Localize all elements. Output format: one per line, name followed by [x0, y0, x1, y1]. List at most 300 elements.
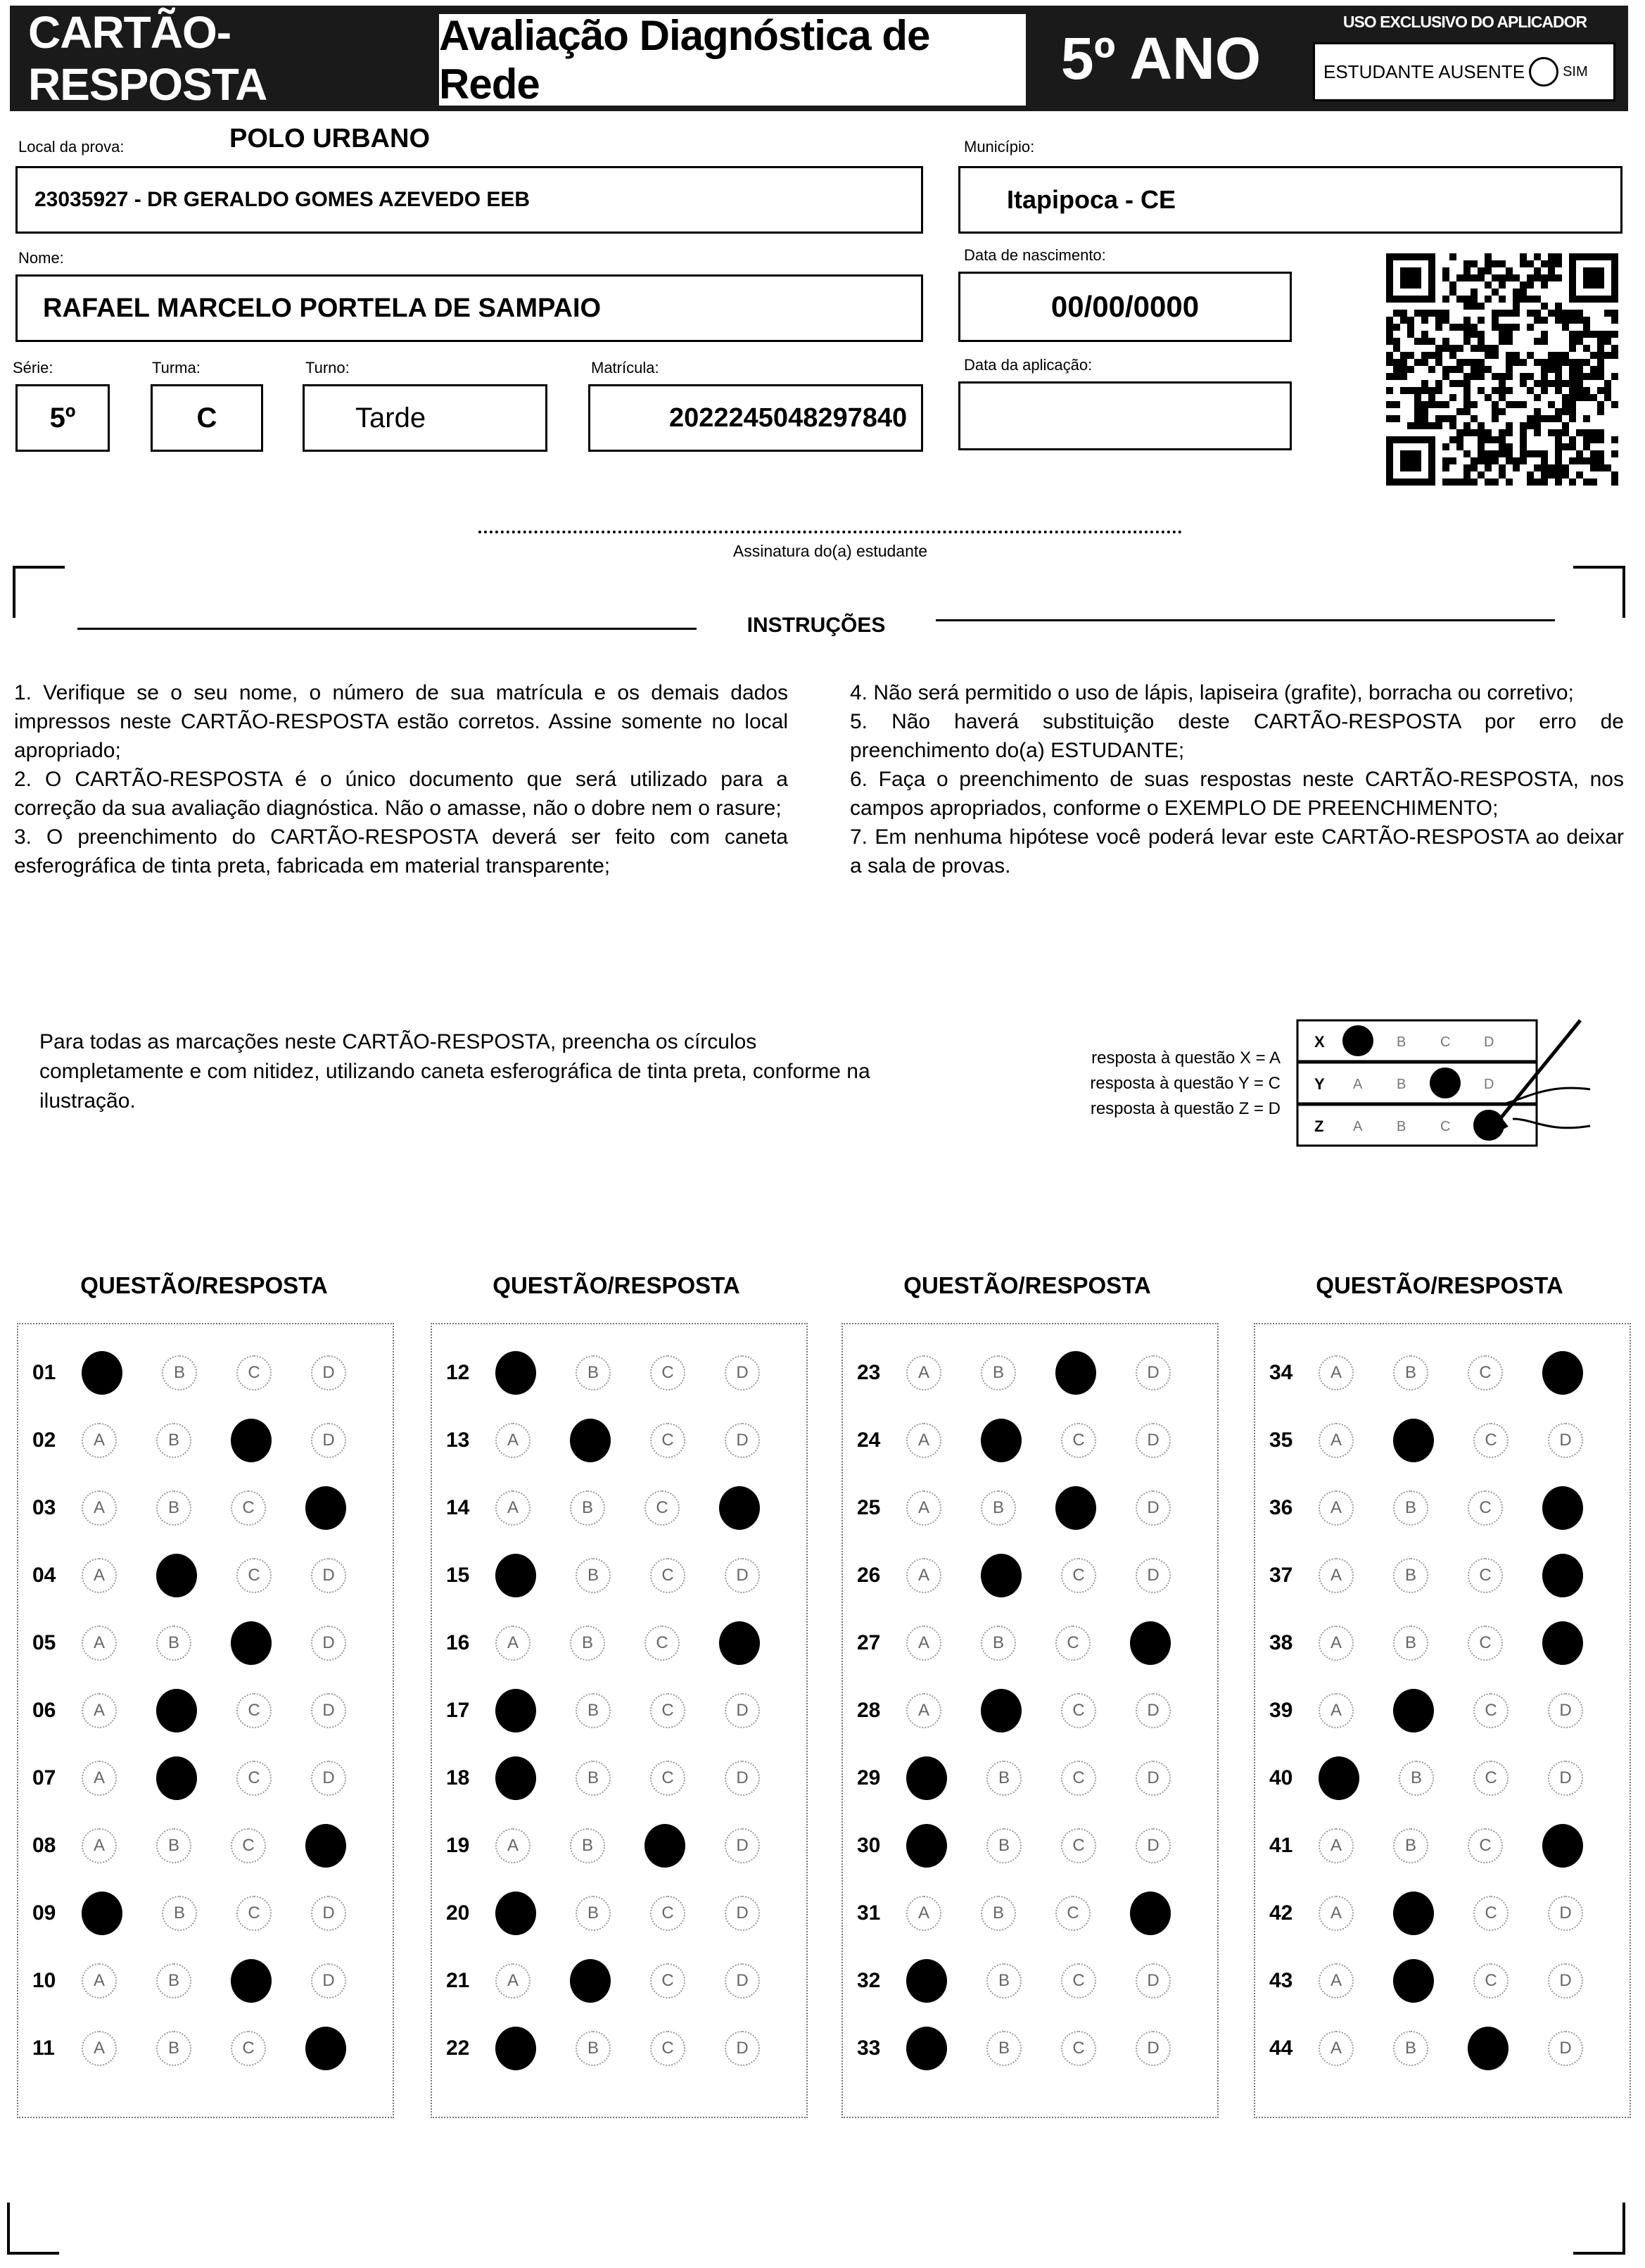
filled-bubble[interactable]	[644, 1824, 685, 1868]
answer-row	[1269, 1486, 1622, 1530]
example-labels	[1027, 1046, 1281, 1122]
option-bubble[interactable]: A	[1319, 1490, 1354, 1526]
answer-row	[1269, 1621, 1622, 1665]
filled-bubble[interactable]	[1055, 1351, 1096, 1395]
option-bubble[interactable]: C	[1061, 1693, 1096, 1728]
nascimento-field: 00/00/0000	[958, 272, 1292, 342]
option-bubble[interactable]: C	[231, 2031, 266, 2066]
signature-label: Assinatura do(a) estudante	[732, 542, 928, 560]
option-bubble[interactable]: C	[1468, 1828, 1503, 1863]
question-number: 20	[446, 1901, 470, 1925]
absent-option: SIM	[1563, 63, 1588, 80]
instructions-title: INSTRUÇÕES	[747, 614, 886, 637]
example-option-label: B	[1397, 1077, 1406, 1092]
nascimento-label: Data de nascimento:	[964, 246, 1106, 264]
answers-heading: QUESTÃO/RESPOSTA	[903, 1272, 1151, 1298]
option-bubble[interactable]: A	[82, 1626, 117, 1661]
filled-bubble[interactable]	[570, 1419, 611, 1462]
turma-label: Turma:	[152, 359, 201, 376]
turno-field: Tarde	[303, 384, 547, 452]
option-bubble[interactable]: C	[650, 2031, 685, 2066]
option-bubble[interactable]: A	[1319, 2031, 1354, 2066]
option-bubble[interactable]: A	[1319, 1558, 1354, 1593]
option-bubble[interactable]: D	[1548, 1423, 1583, 1458]
question-number: 44	[1269, 2036, 1293, 2060]
filled-bubble[interactable]	[1130, 1621, 1171, 1665]
answer-row	[857, 1689, 1210, 1732]
option-bubble[interactable]: C	[1055, 1896, 1091, 1931]
municipio-field: Itapipoca - CE	[958, 166, 1622, 234]
option-bubble[interactable]: C	[650, 1896, 685, 1931]
option-bubble[interactable]: B	[576, 1693, 611, 1728]
filled-bubble[interactable]	[1542, 1554, 1583, 1597]
card-title: CARTÃO-RESPOSTA	[28, 7, 267, 110]
option-bubble[interactable]: D	[725, 2031, 760, 2066]
filled-bubble[interactable]	[1130, 1892, 1171, 1935]
option-bubble[interactable]: A	[495, 1828, 531, 1863]
filled-bubble[interactable]	[981, 1689, 1022, 1732]
option-bubble[interactable]: C	[644, 1626, 680, 1661]
question-number: 36	[1269, 1496, 1293, 1519]
answer-row	[1269, 1419, 1622, 1462]
exam-title: Avaliação Diagnóstica de Rede	[439, 14, 1026, 106]
filled-bubble[interactable]	[82, 1351, 122, 1395]
answer-row	[1269, 1892, 1622, 1935]
question-number: 16	[446, 1631, 470, 1654]
example-option-label: A	[1353, 1119, 1363, 1134]
example-question-label: X	[1314, 1033, 1325, 1051]
option-bubble[interactable]: B	[156, 1423, 191, 1458]
filled-bubble[interactable]	[231, 1419, 272, 1462]
answer-row	[446, 1824, 799, 1868]
option-bubble[interactable]: B	[986, 1963, 1022, 1998]
option-bubble[interactable]: C	[236, 1761, 272, 1796]
option-bubble[interactable]: A	[82, 2031, 117, 2066]
example-option-label: D	[1484, 1077, 1494, 1092]
option-bubble[interactable]: D	[1136, 1558, 1171, 1593]
option-bubble[interactable]: C	[650, 1558, 685, 1593]
option-bubble[interactable]: A	[495, 1490, 531, 1526]
filled-bubble[interactable]	[906, 1959, 947, 2003]
answer-row	[1269, 1959, 1622, 2003]
answer-row	[1269, 1351, 1622, 1395]
option-bubble[interactable]: A	[1319, 1626, 1354, 1661]
turno-label: Turno:	[305, 359, 350, 376]
option-bubble[interactable]: B	[156, 1963, 191, 1998]
example-filled-bubble	[1342, 1025, 1373, 1056]
option-bubble[interactable]: A	[495, 1626, 531, 1661]
question-number: 24	[857, 1428, 881, 1452]
option-bubble[interactable]: A	[906, 1355, 941, 1390]
option-bubble[interactable]: C	[1061, 1761, 1096, 1796]
instructions-right	[850, 678, 1624, 880]
option-bubble[interactable]: D	[725, 1423, 760, 1458]
answer-row	[857, 1621, 1210, 1665]
question-number: 31	[857, 1901, 881, 1925]
option-bubble[interactable]: A	[82, 1490, 117, 1526]
example-option-label: B	[1397, 1034, 1406, 1050]
option-bubble[interactable]: C	[1468, 1490, 1503, 1526]
instruction-item: 7. Em nenhuma hipótese você poderá levar este CARTÃO-RESPOSTA ao deixar a sala de provas.	[850, 825, 1624, 878]
option-bubble[interactable]: A	[906, 1626, 941, 1661]
option-bubble[interactable]: C	[236, 1693, 272, 1728]
answer-row	[857, 1486, 1210, 1530]
option-bubble[interactable]: C	[1061, 1963, 1096, 1998]
answer-row	[1269, 2027, 1622, 2070]
frame-corner-tr	[1573, 566, 1625, 618]
absent-bubble[interactable]	[1529, 57, 1558, 87]
question-number: 05	[32, 1631, 56, 1654]
option-bubble[interactable]: A	[906, 1693, 941, 1728]
example-option-label: C	[1440, 1119, 1451, 1134]
option-bubble[interactable]: B	[576, 1558, 611, 1593]
filled-bubble[interactable]	[1055, 1486, 1096, 1530]
example-option-label: C	[1440, 1034, 1451, 1050]
option-bubble[interactable]: C	[236, 1896, 272, 1931]
option-bubble[interactable]: D	[725, 1896, 760, 1931]
fill-instruction: Para todas as marcações neste CARTÃO-RESPOSTA, preencha os círculos completamente e com nitidez, utilizando caneta esferográfica de tinta preta, conforme na ilustração.	[39, 1030, 870, 1113]
question-number: 19	[446, 1834, 470, 1857]
option-bubble[interactable]: A	[1319, 1828, 1354, 1863]
filled-bubble[interactable]	[82, 1892, 122, 1935]
option-bubble[interactable]: B	[1393, 1490, 1428, 1526]
option-bubble[interactable]: B	[986, 2031, 1022, 2066]
filled-bubble[interactable]	[906, 2027, 947, 2070]
option-bubble[interactable]: A	[495, 1423, 531, 1458]
question-number: 12	[446, 1361, 470, 1384]
option-bubble[interactable]: C	[1468, 1626, 1503, 1661]
option-bubble[interactable]: D	[311, 1896, 346, 1931]
option-bubble[interactable]: D	[725, 1355, 760, 1390]
option-bubble[interactable]: D	[1136, 1355, 1171, 1390]
question-number: 21	[446, 1969, 470, 1992]
option-bubble[interactable]: B	[576, 1761, 611, 1796]
answer-row	[32, 1554, 386, 1597]
option-bubble[interactable]: A	[906, 1896, 941, 1931]
option-bubble[interactable]: A	[906, 1490, 941, 1526]
option-bubble[interactable]: B	[1393, 2031, 1428, 2066]
option-bubble[interactable]: D	[311, 1963, 346, 1998]
option-bubble[interactable]: B	[981, 1896, 1016, 1931]
filled-bubble[interactable]	[1393, 1892, 1434, 1935]
filled-bubble[interactable]	[1542, 1824, 1583, 1868]
option-bubble[interactable]: A	[1319, 1896, 1354, 1931]
option-bubble[interactable]: A	[82, 1963, 117, 1998]
question-number: 01	[32, 1361, 56, 1384]
example-question-label: Z	[1314, 1117, 1324, 1135]
question-number: 43	[1269, 1969, 1293, 1992]
option-bubble[interactable]: D	[311, 1626, 346, 1661]
option-bubble[interactable]: C	[236, 1355, 272, 1390]
question-number: 10	[32, 1969, 56, 1992]
answer-row	[446, 1486, 799, 1530]
filled-bubble[interactable]	[231, 1959, 272, 2003]
filled-bubble[interactable]	[305, 1486, 346, 1530]
option-bubble[interactable]: C	[650, 1761, 685, 1796]
answer-row	[857, 1824, 1210, 1868]
answer-row	[32, 1824, 386, 1868]
answer-row	[857, 1351, 1210, 1395]
option-bubble[interactable]: A	[1319, 1423, 1354, 1458]
filled-bubble[interactable]	[719, 1621, 760, 1665]
question-number: 07	[32, 1766, 56, 1789]
option-bubble[interactable]: B	[576, 2031, 611, 2066]
option-bubble[interactable]: B	[1393, 1626, 1428, 1661]
answers-heading: QUESTÃO/RESPOSTA	[80, 1272, 328, 1298]
option-bubble[interactable]: C	[231, 1828, 266, 1863]
option-bubble[interactable]: D	[1548, 1963, 1583, 1998]
option-bubble[interactable]: D	[1136, 1490, 1171, 1526]
option-bubble[interactable]: C	[650, 1693, 685, 1728]
example-label: resposta à questão X = A	[1091, 1049, 1281, 1068]
option-bubble[interactable]: A	[82, 1693, 117, 1728]
filled-bubble[interactable]	[1319, 1756, 1359, 1800]
question-number: 03	[32, 1496, 56, 1519]
filled-bubble[interactable]	[1542, 1351, 1583, 1395]
option-bubble[interactable]: A	[495, 1963, 531, 1998]
option-bubble[interactable]: C	[1468, 1355, 1503, 1390]
aplicacao-field	[958, 381, 1292, 450]
filled-bubble[interactable]	[906, 1824, 947, 1868]
example-option-label: D	[1484, 1034, 1494, 1050]
option-bubble[interactable]: C	[1061, 2031, 1096, 2066]
instruction-item: 6. Faça o preenchimento de suas respostas neste CARTÃO-RESPOSTA, nos campos apropriados, conforme o EXEMPLO DE PREENCHIMENTO;	[850, 768, 1624, 820]
aplicacao-label: Data da aplicação:	[964, 356, 1093, 374]
answers-heading: QUESTÃO/RESPOSTA	[1316, 1272, 1563, 1298]
answer-row	[857, 1419, 1210, 1462]
option-bubble[interactable]: C	[1473, 1963, 1509, 1998]
question-number: 04	[32, 1564, 56, 1587]
option-bubble[interactable]: C	[1055, 1626, 1091, 1661]
question-number: 27	[857, 1631, 881, 1654]
answer-row	[32, 1959, 386, 2003]
filled-bubble[interactable]	[1393, 1419, 1434, 1462]
option-bubble[interactable]: A	[1319, 1693, 1354, 1728]
answer-row	[446, 1756, 799, 1800]
option-bubble[interactable]: A	[1319, 1355, 1354, 1390]
filled-bubble[interactable]	[495, 1351, 536, 1395]
example-label: resposta à questão Z = D	[1090, 1099, 1281, 1118]
option-bubble[interactable]: C	[1061, 1423, 1096, 1458]
filled-bubble[interactable]	[156, 1554, 197, 1597]
option-bubble[interactable]: D	[311, 1558, 346, 1593]
option-bubble[interactable]: C	[1473, 1693, 1509, 1728]
option-bubble[interactable]: D	[725, 1963, 760, 1998]
option-bubble[interactable]: A	[82, 1423, 117, 1458]
example-filled-bubble	[1430, 1068, 1461, 1098]
option-bubble[interactable]: C	[1473, 1761, 1509, 1796]
question-number: 42	[1269, 1901, 1293, 1925]
option-bubble[interactable]: D	[725, 1693, 760, 1728]
pen-illustration-icon	[1493, 1020, 1590, 1133]
option-bubble[interactable]: D	[1548, 1693, 1583, 1728]
option-bubble[interactable]: A	[82, 1828, 117, 1863]
filled-bubble[interactable]	[981, 1419, 1022, 1462]
option-bubble[interactable]: B	[986, 1761, 1022, 1796]
option-bubble[interactable]: B	[162, 1896, 197, 1931]
option-bubble[interactable]: C	[231, 1490, 266, 1526]
option-bubble[interactable]: D	[725, 1558, 760, 1593]
question-number: 29	[857, 1766, 881, 1789]
filled-bubble[interactable]	[495, 1689, 536, 1732]
question-number: 37	[1269, 1564, 1293, 1587]
filled-bubble[interactable]	[305, 2027, 346, 2070]
question-number: 32	[857, 1969, 881, 1992]
option-bubble[interactable]: B	[981, 1355, 1016, 1390]
option-bubble[interactable]: B	[570, 1490, 605, 1526]
option-bubble[interactable]: D	[1136, 1963, 1171, 1998]
question-number: 06	[32, 1699, 56, 1722]
instruction-item: 4. Não será permitido o uso de lápis, lapiseira (grafite), borracha ou corretivo;	[850, 681, 1574, 704]
filled-bubble[interactable]	[495, 2027, 536, 2070]
option-bubble[interactable]: A	[82, 1761, 117, 1796]
answer-row	[857, 2027, 1210, 2070]
example-question-label: Y	[1314, 1075, 1325, 1093]
option-bubble[interactable]: C	[650, 1963, 685, 1998]
option-bubble[interactable]: B	[156, 1490, 191, 1526]
filled-bubble[interactable]	[305, 1824, 346, 1868]
option-bubble[interactable]: B	[1393, 1558, 1428, 1593]
answer-row	[32, 1486, 386, 1530]
filled-bubble[interactable]	[1542, 1621, 1583, 1665]
answer-row	[32, 1892, 386, 1935]
option-bubble[interactable]: B	[156, 1828, 191, 1863]
option-bubble[interactable]: B	[156, 1626, 191, 1661]
filled-bubble[interactable]	[1542, 1486, 1583, 1530]
option-bubble[interactable]: D	[725, 1761, 760, 1796]
option-bubble[interactable]: A	[906, 1423, 941, 1458]
option-bubble[interactable]: B	[1393, 1828, 1428, 1863]
answer-row	[1269, 1756, 1622, 1800]
answer-row	[1269, 1824, 1622, 1868]
option-bubble[interactable]: C	[650, 1355, 685, 1390]
filled-bubble[interactable]	[1393, 1689, 1434, 1732]
instruction-item: 2. O CARTÃO-RESPOSTA é o único documento que será utilizado para a correção da sua avaliação diagnóstica. Não o amasse, não o dobre nem o rasure;	[14, 768, 788, 820]
option-bubble[interactable]: D	[1136, 1693, 1171, 1728]
frame-corner-bl	[7, 2203, 59, 2255]
question-number: 40	[1269, 1766, 1293, 1789]
option-bubble[interactable]: D	[311, 1423, 346, 1458]
question-number: 09	[32, 1901, 56, 1925]
option-bubble[interactable]: D	[1136, 1828, 1171, 1863]
answer-row	[857, 1892, 1210, 1935]
option-bubble[interactable]: D	[1548, 2031, 1583, 2066]
answer-row	[857, 1554, 1210, 1597]
serie-field: 5º	[15, 384, 110, 452]
option-bubble[interactable]: B	[576, 1355, 611, 1390]
serie-label: Série:	[13, 359, 53, 376]
filled-bubble[interactable]	[231, 1621, 272, 1665]
school-field: 23035927 - DR GERALDO GOMES AZEVEDO EEB	[15, 166, 923, 234]
option-bubble[interactable]: D	[1548, 1761, 1583, 1796]
option-bubble[interactable]: D	[311, 1693, 346, 1728]
option-bubble[interactable]: C	[1473, 1896, 1509, 1931]
filled-bubble[interactable]	[981, 1554, 1022, 1597]
filled-bubble[interactable]	[1468, 2027, 1509, 2070]
option-bubble[interactable]: C	[1061, 1828, 1096, 1863]
answer-row	[1269, 1554, 1622, 1597]
signature-line[interactable]	[478, 531, 1182, 533]
example-label: resposta à questão Y = C	[1090, 1074, 1281, 1093]
question-number: 17	[446, 1699, 470, 1722]
option-bubble[interactable]: B	[576, 1896, 611, 1931]
filled-bubble[interactable]	[156, 1756, 197, 1800]
option-bubble[interactable]: D	[1136, 1761, 1171, 1796]
question-number: 11	[32, 2036, 55, 2060]
filled-bubble[interactable]	[906, 1756, 947, 1800]
option-bubble[interactable]: C	[1468, 1558, 1503, 1593]
answer-row	[32, 1621, 386, 1665]
example-row	[1297, 1063, 1537, 1103]
question-number: 18	[446, 1766, 470, 1789]
filled-bubble[interactable]	[156, 1689, 197, 1732]
option-bubble[interactable]: C	[650, 1423, 685, 1458]
filled-bubble[interactable]	[495, 1554, 536, 1597]
answer-row	[32, 1351, 386, 1395]
question-number: 30	[857, 1834, 881, 1857]
question-number: 02	[32, 1428, 56, 1452]
option-bubble[interactable]: C	[1061, 1558, 1096, 1593]
filled-bubble[interactable]	[495, 1756, 536, 1800]
answer-row	[446, 1892, 799, 1935]
option-bubble[interactable]: D	[1136, 2031, 1171, 2066]
option-bubble[interactable]: B	[986, 1828, 1022, 1863]
option-bubble[interactable]: B	[1399, 1761, 1434, 1796]
local-label: Local da prova:	[18, 138, 125, 156]
option-bubble[interactable]: B	[570, 1626, 605, 1661]
question-number: 25	[857, 1496, 881, 1519]
option-bubble[interactable]: B	[1393, 1355, 1428, 1390]
local-value: POLO URBANO	[229, 124, 430, 153]
answers-heading: QUESTÃO/RESPOSTA	[493, 1272, 740, 1298]
option-bubble[interactable]: D	[1548, 1896, 1583, 1931]
option-bubble[interactable]: B	[156, 2031, 191, 2066]
option-bubble[interactable]: D	[311, 1761, 346, 1796]
option-bubble[interactable]: A	[906, 1558, 941, 1593]
option-bubble[interactable]: C	[236, 1558, 272, 1593]
option-bubble[interactable]: A	[1319, 1963, 1354, 1998]
answer-row	[446, 2027, 799, 2070]
option-bubble[interactable]: B	[570, 1828, 605, 1863]
instructions-rule-right	[936, 619, 1555, 621]
question-number: 34	[1269, 1361, 1293, 1384]
option-bubble[interactable]: D	[1136, 1423, 1171, 1458]
option-bubble[interactable]: C	[644, 1490, 680, 1526]
option-bubble[interactable]: C	[1473, 1423, 1509, 1458]
answer-row	[446, 1959, 799, 2003]
answer-row	[857, 1959, 1210, 2003]
option-bubble[interactable]: B	[981, 1490, 1016, 1526]
example-option-label: A	[1353, 1077, 1363, 1092]
turma-field: C	[151, 384, 263, 452]
matricula-field: 2022245048297840	[588, 384, 923, 452]
option-bubble[interactable]: A	[82, 1558, 117, 1593]
option-bubble[interactable]: D	[725, 1828, 760, 1863]
filled-bubble[interactable]	[1393, 1959, 1434, 2003]
instruction-item: 5. Não haverá substituição deste CARTÃO-RESPOSTA por erro de preenchimento do(a) ESTUDANTE;	[850, 710, 1624, 762]
answer-row	[32, 1689, 386, 1732]
question-number: 41	[1269, 1834, 1293, 1857]
option-bubble[interactable]: B	[162, 1355, 197, 1390]
option-bubble[interactable]: D	[311, 1355, 346, 1390]
filled-bubble[interactable]	[719, 1486, 760, 1530]
applicator-title: USO EXCLUSIVO DO APLICADOR	[1342, 13, 1587, 31]
option-bubble[interactable]: B	[981, 1626, 1016, 1661]
filled-bubble[interactable]	[495, 1892, 536, 1935]
answer-row	[446, 1689, 799, 1732]
filled-bubble[interactable]	[570, 1959, 611, 2003]
instruction-item: 1. Verifique se o seu nome, o número de sua matrícula e os demais dados impressos neste CARTÃO-RESPOSTA estão corretos. Assine somente no local apropriado;	[14, 681, 788, 762]
